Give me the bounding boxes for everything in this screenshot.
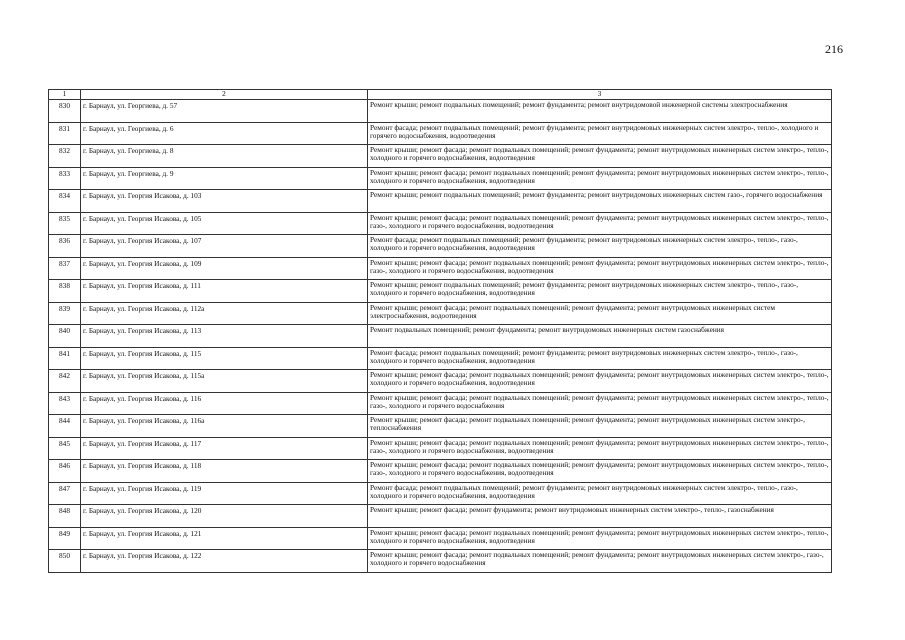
address-cell: г. Барнаул, ул. Георгия Исакова, д. 122 [81, 550, 368, 573]
table-row [49, 437, 832, 460]
works-description-cell: Ремонт крыши; ремонт фасада; ремонт подвальных помещений; ремонт фундамента; ремонт внутридомовых инженерных систем электро-, газо-, холодного и горячего водоснабжения [368, 550, 832, 573]
works-description-cell: Ремонт крыши; ремонт фасада; ремонт подвальных помещений; ремонт фундамента; ремонт внутридомовых инженерных систем электро-, теплоснабжения [368, 415, 832, 438]
row-number-cell: 841 [49, 347, 81, 370]
address-cell: г. Барнаул, ул. Георгия Исакова, д. 111 [81, 280, 368, 303]
column-header-works: 3 [368, 90, 832, 100]
works-description-cell: Ремонт крыши; ремонт подвальных помещений; ремонт фундамента; ремонт внутридомовых инженерных систем газо-, горячего водоснабжения [368, 190, 832, 213]
page-number: 216 [825, 42, 843, 56]
address-cell: г. Барнаул, ул. Георгиева, д. 8 [81, 145, 368, 168]
address-cell: г. Барнаул, ул. Георгия Исакова, д. 119 [81, 482, 368, 505]
address-cell: г. Барнаул, ул. Георгия Исакова, д. 116а [81, 415, 368, 438]
row-number-cell: 840 [49, 325, 81, 348]
table-row [49, 460, 832, 483]
address-cell: г. Барнаул, ул. Георгия Исакова, д. 117 [81, 437, 368, 460]
row-number-cell: 839 [49, 302, 81, 325]
address-cell: г. Барнаул, ул. Георгия Исакова, д. 118 [81, 460, 368, 483]
row-number-cell: 850 [49, 550, 81, 573]
address-cell: г. Барнаул, ул. Георгия Исакова, д. 109 [81, 257, 368, 280]
row-number-cell: 843 [49, 392, 81, 415]
address-cell: г. Барнаул, ул. Георгия Исакова, д. 121 [81, 527, 368, 550]
row-number-cell: 838 [49, 280, 81, 303]
row-number-cell: 831 [49, 122, 81, 145]
table-row [49, 145, 832, 168]
table-row [49, 482, 832, 505]
works-description-cell: Ремонт крыши; ремонт фасада; ремонт подвальных помещений; ремонт фундамента; ремонт внутридомовых инженерных систем электро-, тепло-, холодного и горячего водоснабжения, водоотведения [368, 527, 832, 550]
address-cell: г. Барнаул, ул. Георгия Исакова, д. 112а [81, 302, 368, 325]
table-row [49, 505, 832, 528]
works-description-cell: Ремонт фасада; ремонт подвальных помещений; ремонт фундамента; ремонт внутридомовых инженерных систем электро-, тепло-, газо-, холодного и горячего водоснабжения, водоотведения [368, 347, 832, 370]
address-cell: г. Барнаул, ул. Георгиева, д. 6 [81, 122, 368, 145]
table-row [49, 280, 832, 303]
address-cell: г. Барнаул, ул. Георгия Исакова, д. 120 [81, 505, 368, 528]
works-description-cell: Ремонт крыши; ремонт подвальных помещений; ремонт фундамента; ремонт внутридомовой инженерной системы электроснабжения [368, 100, 832, 123]
table-row [49, 415, 832, 438]
works-description-cell: Ремонт крыши; ремонт фасада; ремонт подвальных помещений; ремонт фундамента; ремонт внутридомовых инженерных систем электро-, тепло-, холодного и горячего водоснабжения, водоотведения [368, 167, 832, 190]
row-number-cell: 836 [49, 235, 81, 258]
repair-works-table [48, 89, 832, 573]
table-row [49, 212, 832, 235]
works-description-cell: Ремонт подвальных помещений; ремонт фундамента; ремонт внутридомовых инженерных систем газоснабжения [368, 325, 832, 348]
address-cell: г. Барнаул, ул. Георгия Исакова, д. 115 [81, 347, 368, 370]
table-row [49, 527, 832, 550]
table-row [49, 325, 832, 348]
table-row [49, 302, 832, 325]
table-row [49, 100, 832, 123]
row-number-cell: 849 [49, 527, 81, 550]
table-row [49, 550, 832, 573]
table-row [49, 392, 832, 415]
works-description-cell: Ремонт крыши; ремонт фасада; ремонт фундамента; ремонт внутридомовых инженерных систем электро-, тепло-, газоснабжения [368, 505, 832, 528]
table-row [49, 370, 832, 393]
table-body [49, 100, 832, 573]
table-row [49, 190, 832, 213]
row-number-cell: 830 [49, 100, 81, 123]
address-cell: г. Барнаул, ул. Георгиева, д. 9 [81, 167, 368, 190]
address-cell: г. Барнаул, ул. Георгиева, д. 57 [81, 100, 368, 123]
row-number-cell: 833 [49, 167, 81, 190]
works-description-cell: Ремонт фасада; ремонт подвальных помещений; ремонт фундамента; ремонт внутридомовых инженерных систем электро-, тепло-, газо-, холодного и горячего водоснабжения, водоотведения [368, 235, 832, 258]
address-cell: г. Барнаул, ул. Георгия Исакова, д. 103 [81, 190, 368, 213]
works-description-cell: Ремонт крыши; ремонт фасада; ремонт подвальных помещений; ремонт фундамента; ремонт внутридомовых инженерных систем электро-, тепло-, газо-, холодного и горячего водоснабжения, водоотведения [368, 460, 832, 483]
works-description-cell: Ремонт крыши; ремонт фасада; ремонт подвальных помещений; ремонт фундамента; ремонт внутридомовых инженерных систем электро-, тепло-, газо-, холодного и горячего водоснабжения [368, 392, 832, 415]
works-description-cell: Ремонт фасада; ремонт подвальных помещений; ремонт фундамента; ремонт внутридомовых инженерных систем электро-, тепло-, газо-, холодного и горячего водоснабжения, водоотведения [368, 482, 832, 505]
row-number-cell: 844 [49, 415, 81, 438]
row-number-cell: 834 [49, 190, 81, 213]
table-row [49, 122, 832, 145]
address-cell: г. Барнаул, ул. Георгия Исакова, д. 105 [81, 212, 368, 235]
works-description-cell: Ремонт крыши; ремонт фасада; ремонт подвальных помещений; ремонт фундамента; ремонт внутридомовых инженерных систем электро-, тепло-, газо-, холодного и горячего водоснабжения, водоотведения [368, 212, 832, 235]
table-header-row [49, 90, 832, 100]
row-number-cell: 842 [49, 370, 81, 393]
address-cell: г. Барнаул, ул. Георгия Исакова, д. 115а [81, 370, 368, 393]
column-header-number: 1 [49, 90, 81, 100]
row-number-cell: 846 [49, 460, 81, 483]
address-cell: г. Барнаул, ул. Георгия Исакова, д. 116 [81, 392, 368, 415]
works-description-cell: Ремонт крыши; ремонт подвальных помещений; ремонт фундамента; ремонт внутридомовых инженерных систем электро-, тепло-, газо-, холодного и горячего водоснабжения, водоотведения [368, 280, 832, 303]
works-description-cell: Ремонт крыши; ремонт фасада; ремонт подвальных помещений; ремонт фундамента; ремонт внутридомовых инженерных систем электро-, тепло-, холодного и горячего водоснабжения, водоотведения [368, 145, 832, 168]
row-number-cell: 837 [49, 257, 81, 280]
address-cell: г. Барнаул, ул. Георгия Исакова, д. 107 [81, 235, 368, 258]
table-row [49, 347, 832, 370]
works-description-cell: Ремонт фасада; ремонт подвальных помещений; ремонт фундамента; ремонт внутридомовых инженерных систем электро-, тепло-, холодного и горячего водоснабжения, водоотведения [368, 122, 832, 145]
column-header-address: 2 [81, 90, 368, 100]
row-number-cell: 845 [49, 437, 81, 460]
works-description-cell: Ремонт крыши; ремонт фасада; ремонт подвальных помещений; ремонт фундамента; ремонт внутридомовых инженерных систем электро-, тепло-, газо-, холодного и горячего водоснабжения, водоотведения [368, 257, 832, 280]
table-row [49, 257, 832, 280]
table-row [49, 235, 832, 258]
works-description-cell: Ремонт крыши; ремонт фасада; ремонт подвальных помещений; ремонт фундамента; ремонт внутридомовых инженерных систем электроснабжения, водоотведения [368, 302, 832, 325]
row-number-cell: 832 [49, 145, 81, 168]
works-description-cell: Ремонт крыши; ремонт фасада; ремонт подвальных помещений; ремонт фундамента; ремонт внутридомовых инженерных систем электро-, тепло-, газо-, холодного и горячего водоснабжения, водоотведения [368, 437, 832, 460]
row-number-cell: 835 [49, 212, 81, 235]
table-row [49, 167, 832, 190]
works-description-cell: Ремонт крыши; ремонт фасада; ремонт подвальных помещений; ремонт фундамента; ремонт внутридомовых инженерных систем электро-, тепло-, холодного и горячего водоснабжения, водоотведения [368, 370, 832, 393]
address-cell: г. Барнаул, ул. Георгия Исакова, д. 113 [81, 325, 368, 348]
row-number-cell: 848 [49, 505, 81, 528]
row-number-cell: 847 [49, 482, 81, 505]
